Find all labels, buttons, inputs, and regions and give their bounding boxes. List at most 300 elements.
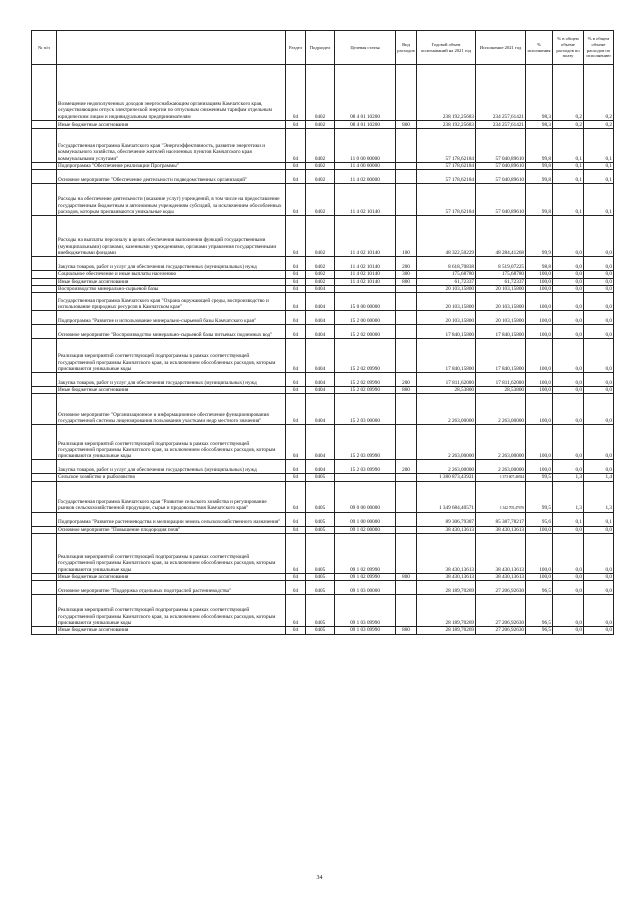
- cell-share-execution: 0,0: [584, 425, 614, 460]
- cell-name: Реализация мероприятий соответствующей подпрограммы в рамках соответствующей государственной программы Камчатского края, за исключением обособленных расходов, которым присваиваются уникальные коды: [57, 534, 286, 574]
- cell-share-plan: 0,0: [553, 216, 584, 257]
- cell-share-plan: 0,2: [553, 121, 584, 129]
- cell-execution: 61,72337: [476, 278, 526, 285]
- cell-expense-type: [396, 481, 417, 512]
- cell-section: 04: [286, 526, 306, 533]
- table-row: [32, 216, 614, 257]
- cell-number: [32, 325, 57, 339]
- cell-target-article: 09 0 00 00000: [335, 481, 396, 512]
- cell-annual-allocation: 1 380 873,43921: [417, 474, 476, 481]
- table-row: [32, 627, 614, 634]
- cell-subsection: 0402: [306, 278, 335, 285]
- table-row: [32, 65, 614, 121]
- header-annual-allocation: Годовой объем ассигнований на 2021 год: [417, 31, 476, 65]
- cell-execution-percent: 100,0: [526, 325, 553, 339]
- cell-share-execution: 0,0: [584, 285, 614, 292]
- cell-annual-allocation: 17 840,15800: [417, 325, 476, 339]
- cell-share-execution: 0,0: [584, 581, 614, 595]
- cell-share-execution: 0,1: [584, 184, 614, 216]
- cell-annual-allocation: 2 263,00000: [417, 460, 476, 474]
- cell-section: 04: [286, 481, 306, 512]
- table-header-row: [32, 31, 614, 65]
- cell-annual-allocation: 57 178,62184: [417, 129, 476, 163]
- cell-number: [32, 184, 57, 216]
- table-row: [32, 534, 614, 574]
- cell-number: [32, 425, 57, 460]
- cell-number: [32, 387, 57, 394]
- cell-execution: 17 840,15800: [476, 339, 526, 373]
- cell-execution-percent: 100,0: [526, 339, 553, 373]
- cell-share-plan: 1,3: [553, 481, 584, 512]
- cell-subsection: 0404: [306, 285, 335, 292]
- cell-name: Основное мероприятие "Поддержка отдельных подотраслей растениеводства": [57, 581, 286, 595]
- cell-execution: 57 040,89610: [476, 170, 526, 184]
- cell-number: [32, 373, 57, 387]
- cell-name: Иные бюджетные ассигнования: [57, 121, 286, 129]
- cell-subsection: 0402: [306, 170, 335, 184]
- cell-number: [32, 293, 57, 311]
- cell-number: [32, 574, 57, 581]
- cell-expense-type: [396, 595, 417, 627]
- cell-share-plan: 0,0: [553, 271, 584, 278]
- cell-expense-type: [396, 425, 417, 460]
- cell-expense-type: 800: [396, 278, 417, 285]
- cell-expense-type: [396, 184, 417, 216]
- cell-share-execution: 0,0: [584, 460, 614, 474]
- cell-subsection: 0404: [306, 425, 335, 460]
- cell-section: 04: [286, 170, 306, 184]
- cell-execution: 27 206,92630: [476, 581, 526, 595]
- cell-target-article: 15 2 02 09990: [335, 387, 396, 394]
- cell-annual-allocation: 238 192,25683: [417, 121, 476, 129]
- cell-target-article: 15 2 03 09990: [335, 460, 396, 474]
- cell-name: Иные бюджетные ассигнования: [57, 627, 286, 634]
- cell-subsection: 0405: [306, 474, 335, 481]
- cell-share-execution: 0,0: [584, 595, 614, 627]
- cell-name: Закупка товаров, работ и услуг для обеспечения государственных (муниципальных) нужд: [57, 373, 286, 387]
- cell-share-plan: 0,0: [553, 394, 584, 425]
- cell-name: Реализация мероприятий соответствующей подпрограммы в рамках соответствующей государственной программы Камчатского края, за исключением обособленных расходов, которым присваиваются уникальные коды: [57, 595, 286, 627]
- cell-annual-allocation: 238 192,25683: [417, 65, 476, 121]
- cell-execution: 27 206,92630: [476, 627, 526, 634]
- header-target-article: Целевая статья: [335, 31, 396, 65]
- table-row: [32, 481, 614, 512]
- cell-number: [32, 627, 57, 634]
- cell-name: Иные бюджетные ассигнования: [57, 387, 286, 394]
- cell-target-article: 11 0 00 00000: [335, 129, 396, 163]
- cell-share-plan: 0,0: [553, 595, 584, 627]
- cell-share-plan: 0,0: [553, 285, 584, 292]
- cell-expense-type: [396, 65, 417, 121]
- cell-subsection: 0405: [306, 481, 335, 512]
- header-expense-type: Вид расходов: [396, 31, 417, 65]
- cell-section: 04: [286, 339, 306, 373]
- cell-share-execution: 0,2: [584, 121, 614, 129]
- cell-execution: 1 342 705,47676: [476, 481, 526, 512]
- cell-execution: 57 040,89610: [476, 163, 526, 170]
- cell-expense-type: [396, 474, 417, 481]
- cell-execution: 175,68780: [476, 271, 526, 278]
- cell-annual-allocation: 2 263,00000: [417, 394, 476, 425]
- cell-execution-percent: 98,3: [526, 65, 553, 121]
- cell-execution-percent: 99,9: [526, 216, 553, 257]
- cell-share-execution: 0,0: [584, 373, 614, 387]
- cell-name: Расходы на выплаты персоналу в целях обеспечения выполнения функций государственными (муниципальными) органами, казенными учреждениями, органами управления государственными внебюджетными фондами: [57, 216, 286, 257]
- cell-target-article: 11 4 02 00000: [335, 170, 396, 184]
- table-row: [32, 257, 614, 271]
- cell-name: Подпрограмма "Развитие и использование минерально-сырьевой базы Камчатского края": [57, 311, 286, 325]
- cell-name: Государственная программа Камчатского края "Развитие сельского хозяйства и регулирование рынков сельскохозяйственной продукции, сырья и продовольствия Камчатского края": [57, 481, 286, 512]
- cell-share-plan: 0,0: [553, 325, 584, 339]
- cell-number: [32, 285, 57, 292]
- cell-share-plan: 0,1: [553, 512, 584, 526]
- table-row: [32, 512, 614, 526]
- cell-name: Иные бюджетные ассигнования: [57, 574, 286, 581]
- cell-target-article: 09 1 00 00000: [335, 512, 396, 526]
- table-body: [32, 65, 614, 635]
- cell-share-execution: 0,0: [584, 339, 614, 373]
- cell-number: [32, 129, 57, 163]
- cell-annual-allocation: 57 178,62184: [417, 170, 476, 184]
- cell-execution-percent: 100,0: [526, 534, 553, 574]
- cell-annual-allocation: 28 189,70269: [417, 595, 476, 627]
- cell-annual-allocation: 38 430,13613: [417, 526, 476, 533]
- cell-expense-type: [396, 394, 417, 425]
- cell-subsection: 0402: [306, 257, 335, 271]
- cell-name: Закупка товаров, работ и услуг для обеспечения государственных (муниципальных) нужд: [57, 257, 286, 271]
- cell-share-execution: 0,0: [584, 394, 614, 425]
- cell-section: 04: [286, 574, 306, 581]
- cell-share-plan: 0,1: [553, 170, 584, 184]
- cell-name: Возмещение недополученных доходов энергоснабжающим организациям Камчатского края, осуществляющим отпуск электрической энергии по отпускным сниженным тарифам отдельным юридическим лицам и индивидуальным предпринимателям: [57, 65, 286, 121]
- cell-subsection: 0404: [306, 394, 335, 425]
- cell-annual-allocation: 38 430,13613: [417, 574, 476, 581]
- cell-subsection: 0404: [306, 387, 335, 394]
- cell-section: 04: [286, 460, 306, 474]
- cell-annual-allocation: 20 103,15800: [417, 285, 476, 292]
- cell-subsection: 0402: [306, 271, 335, 278]
- cell-execution-percent: 100,0: [526, 373, 553, 387]
- cell-execution-percent: 96,5: [526, 627, 553, 634]
- cell-section: 04: [286, 216, 306, 257]
- cell-execution-percent: 100,0: [526, 526, 553, 533]
- cell-execution: 38 430,13613: [476, 574, 526, 581]
- table-row: [32, 339, 614, 373]
- cell-section: 04: [286, 184, 306, 216]
- cell-number: [32, 512, 57, 526]
- cell-section: 04: [286, 394, 306, 425]
- cell-execution-percent: 98,3: [526, 121, 553, 129]
- cell-annual-allocation: 57 178,62184: [417, 163, 476, 170]
- cell-target-article: 15 2 03 00000: [335, 394, 396, 425]
- cell-target-article: 15 0 00 00000: [335, 293, 396, 311]
- cell-execution: 2 263,00000: [476, 425, 526, 460]
- cell-name: Государственная программа Камчатского края "Охрана окружающей среды, воспроизводство и использование природных ресурсов в Камчатском крае": [57, 293, 286, 311]
- cell-number: [32, 526, 57, 533]
- cell-section: 04: [286, 285, 306, 292]
- cell-execution-percent: 100,0: [526, 387, 553, 394]
- cell-execution: 85 387,78217: [476, 512, 526, 526]
- cell-subsection: 0402: [306, 163, 335, 170]
- cell-name: Социальное обеспечение и иные выплаты населению: [57, 271, 286, 278]
- cell-annual-allocation: 28 189,70269: [417, 581, 476, 595]
- cell-share-execution: 0,1: [584, 129, 614, 163]
- cell-name: Основное мероприятие "Обеспечение деятельности подведомственных организаций": [57, 170, 286, 184]
- table-row: [32, 581, 614, 595]
- cell-subsection: 0402: [306, 121, 335, 129]
- table-row: [32, 129, 614, 163]
- cell-subsection: 0405: [306, 574, 335, 581]
- cell-subsection: 0405: [306, 627, 335, 634]
- cell-number: [32, 257, 57, 271]
- cell-expense-type: [396, 311, 417, 325]
- cell-subsection: 0405: [306, 534, 335, 574]
- cell-share-plan: 0,0: [553, 311, 584, 325]
- cell-share-execution: 0,0: [584, 574, 614, 581]
- cell-name: Реализация мероприятий соответствующей подпрограммы в рамках соответствующей государственной программы Камчатского края, за исключением обособленных расходов, которым присваиваются уникальные коды: [57, 339, 286, 373]
- cell-target-article: 15 2 02 09990: [335, 373, 396, 387]
- cell-share-execution: 0,0: [584, 534, 614, 574]
- cell-section: 04: [286, 163, 306, 170]
- cell-share-execution: 1,3: [584, 481, 614, 512]
- cell-annual-allocation: 38 430,13613: [417, 534, 476, 574]
- cell-number: [32, 65, 57, 121]
- cell-execution-percent: 100,0: [526, 285, 553, 292]
- cell-expense-type: 200: [396, 257, 417, 271]
- cell-subsection: 0404: [306, 293, 335, 311]
- cell-section: 04: [286, 129, 306, 163]
- cell-share-plan: 0,2: [553, 65, 584, 121]
- cell-target-article: 11 4 02 10140: [335, 257, 396, 271]
- table-row: [32, 425, 614, 460]
- cell-number: [32, 311, 57, 325]
- cell-target-article: 08 4 01 10200: [335, 121, 396, 129]
- cell-target-article: 15 2 02 09990: [335, 339, 396, 373]
- cell-share-plan: 0,1: [553, 129, 584, 163]
- cell-subsection: 0402: [306, 129, 335, 163]
- cell-expense-type: 200: [396, 460, 417, 474]
- cell-subsection: 0405: [306, 526, 335, 533]
- cell-share-plan: 0,0: [553, 387, 584, 394]
- cell-number: [32, 534, 57, 574]
- cell-target-article: 11 4 00 00000: [335, 163, 396, 170]
- cell-section: 04: [286, 627, 306, 634]
- table-row: [32, 595, 614, 627]
- cell-number: [32, 595, 57, 627]
- header-section: Раздел: [286, 31, 306, 65]
- table-row: [32, 474, 614, 481]
- table-row: [32, 387, 614, 394]
- cell-share-plan: 0,0: [553, 257, 584, 271]
- cell-execution: 17 840,15800: [476, 325, 526, 339]
- cell-expense-type: [396, 170, 417, 184]
- cell-execution: 27 206,92630: [476, 595, 526, 627]
- cell-expense-type: 200: [396, 373, 417, 387]
- cell-execution: 20 103,15800: [476, 293, 526, 311]
- cell-subsection: 0404: [306, 373, 335, 387]
- cell-share-plan: 0,0: [553, 534, 584, 574]
- cell-share-plan: 0,0: [553, 425, 584, 460]
- table-row: [32, 526, 614, 533]
- cell-section: 04: [286, 581, 306, 595]
- cell-name: Воспроизводство минерально-сырьевой базы: [57, 285, 286, 292]
- header-subsection: Подраздел: [306, 31, 335, 65]
- cell-target-article: [335, 474, 396, 481]
- cell-number: [32, 581, 57, 595]
- cell-annual-allocation: 28,53800: [417, 387, 476, 394]
- cell-number: [32, 216, 57, 257]
- cell-annual-allocation: 20 103,15800: [417, 311, 476, 325]
- cell-execution: 57 040,89610: [476, 184, 526, 216]
- cell-number: [32, 170, 57, 184]
- cell-number: [32, 121, 57, 129]
- table-row: [32, 574, 614, 581]
- cell-name: Иные бюджетные ассигнования: [57, 278, 286, 285]
- cell-share-execution: 1,4: [584, 474, 614, 481]
- table-row: [32, 311, 614, 325]
- cell-number: [32, 474, 57, 481]
- cell-section: 04: [286, 293, 306, 311]
- cell-execution: 20 103,15800: [476, 285, 526, 292]
- cell-number: [32, 394, 57, 425]
- table-row: [32, 285, 614, 292]
- cell-execution: 234 257,61421: [476, 121, 526, 129]
- cell-target-article: [335, 285, 396, 292]
- cell-annual-allocation: 28 189,70269: [417, 627, 476, 634]
- cell-number: [32, 271, 57, 278]
- cell-name: Подпрограмма "Обеспечение реализации Программы": [57, 163, 286, 170]
- cell-share-plan: 0,0: [553, 581, 584, 595]
- cell-annual-allocation: 17 840,15800: [417, 339, 476, 373]
- cell-name: Сельское хозяйство и рыболовство: [57, 474, 286, 481]
- cell-expense-type: 800: [396, 387, 417, 394]
- header-name: [57, 31, 286, 65]
- cell-expense-type: 300: [396, 271, 417, 278]
- cell-target-article: 09 1 03 00000: [335, 581, 396, 595]
- cell-expense-type: [396, 285, 417, 292]
- cell-subsection: 0404: [306, 339, 335, 373]
- cell-share-plan: 0,0: [553, 293, 584, 311]
- cell-share-execution: 0,0: [584, 278, 614, 285]
- cell-share-plan: 0,0: [553, 574, 584, 581]
- cell-section: 04: [286, 121, 306, 129]
- cell-name: Государственная программа Камчатского края "Энергоэффективность, развитие энергетики и коммунального хозяйства, обеспечение жителей населенных пунктов Камчатского края коммунальными услугами": [57, 129, 286, 163]
- cell-target-article: 11 4 02 10140: [335, 278, 396, 285]
- cell-annual-allocation: 17 811,62000: [417, 373, 476, 387]
- cell-section: 04: [286, 387, 306, 394]
- cell-execution-percent: 99,8: [526, 170, 553, 184]
- cell-name: Реализация мероприятий соответствующей подпрограммы в рамках соответствующей государственной программы Камчатского края, за исключением обособленных расходов, которым присваиваются уникальные коды: [57, 425, 286, 460]
- cell-execution-percent: 99,5: [526, 481, 553, 512]
- cell-expense-type: [396, 325, 417, 339]
- cell-expense-type: 800: [396, 574, 417, 581]
- cell-subsection: 0404: [306, 325, 335, 339]
- header-execution-percent: % исполнения: [526, 31, 553, 65]
- cell-execution: 57 040,89610: [476, 129, 526, 163]
- table-row: [32, 278, 614, 285]
- cell-execution: 8 519,07225: [476, 257, 526, 271]
- cell-annual-allocation: 175,68780: [417, 271, 476, 278]
- table-row: [32, 460, 614, 474]
- cell-section: 04: [286, 474, 306, 481]
- cell-share-execution: 0,0: [584, 325, 614, 339]
- cell-section: 04: [286, 278, 306, 285]
- cell-subsection: 0402: [306, 184, 335, 216]
- table-row: [32, 170, 614, 184]
- cell-section: 04: [286, 311, 306, 325]
- cell-annual-allocation: 20 103,15800: [417, 293, 476, 311]
- cell-execution: 2 263,00000: [476, 460, 526, 474]
- cell-share-execution: 0,0: [584, 627, 614, 634]
- table-row: [32, 163, 614, 170]
- cell-execution-percent: 98,8: [526, 257, 553, 271]
- cell-number: [32, 481, 57, 512]
- cell-subsection: 0405: [306, 581, 335, 595]
- cell-execution-percent: 100,0: [526, 425, 553, 460]
- table-row: [32, 121, 614, 129]
- cell-name: Расходы на обеспечение деятельности (оказание услуг) учреждений, в том числе на предоставление государственным бюджетным и автономным учреждениям субсидий, за исключением обособленных расходов, которым присваиваются уникальные коды: [57, 184, 286, 216]
- cell-execution-percent: 99,5: [526, 474, 553, 481]
- cell-name: Основное мероприятие "Воспроизводство минерально-сырьевой базы питьевых подземных вод": [57, 325, 286, 339]
- cell-execution: 2 263,00000: [476, 394, 526, 425]
- cell-execution: 17 811,62000: [476, 373, 526, 387]
- cell-expense-type: [396, 293, 417, 311]
- cell-name: Закупка товаров, работ и услуг для обеспечения государственных (муниципальных) нужд: [57, 460, 286, 474]
- cell-expense-type: [396, 163, 417, 170]
- cell-annual-allocation: 57 178,62184: [417, 184, 476, 216]
- cell-share-execution: 0,0: [584, 526, 614, 533]
- cell-target-article: 09 1 03 09990: [335, 627, 396, 634]
- cell-expense-type: [396, 339, 417, 373]
- cell-annual-allocation: 1 349 684,40571: [417, 481, 476, 512]
- cell-share-plan: 0,0: [553, 460, 584, 474]
- cell-expense-type: [396, 526, 417, 533]
- cell-execution-percent: 100,0: [526, 311, 553, 325]
- cell-execution-percent: 100,0: [526, 394, 553, 425]
- cell-execution: 234 257,61421: [476, 65, 526, 121]
- cell-expense-type: 800: [396, 627, 417, 634]
- cell-share-plan: 1,3: [553, 474, 584, 481]
- cell-annual-allocation: 89 306,79387: [417, 512, 476, 526]
- cell-share-execution: 0,0: [584, 271, 614, 278]
- cell-share-execution: 0,0: [584, 387, 614, 394]
- budget-table: [31, 30, 614, 635]
- header-number: № п/п: [32, 31, 57, 65]
- cell-section: 04: [286, 534, 306, 574]
- cell-section: 04: [286, 257, 306, 271]
- header-share-execution: % в общем объеме расходов по исполнению: [584, 31, 614, 65]
- cell-execution-percent: 99,8: [526, 129, 553, 163]
- cell-execution-percent: 100,0: [526, 574, 553, 581]
- cell-name: Основное мероприятие "Повышение плодородия почв": [57, 526, 286, 533]
- cell-execution: 28,53800: [476, 387, 526, 394]
- cell-target-article: 11 4 02 10140: [335, 271, 396, 278]
- cell-share-plan: 0,0: [553, 278, 584, 285]
- cell-execution: 38 430,13613: [476, 526, 526, 533]
- header-execution: Исполнение 2021 год: [476, 31, 526, 65]
- cell-execution-percent: 100,0: [526, 460, 553, 474]
- cell-subsection: 0405: [306, 512, 335, 526]
- cell-name: Основное мероприятие "Организационное и информационное обеспечение функционирования государственной системы лицензирования пользования участками недр местного значения": [57, 394, 286, 425]
- cell-execution: 20 103,15800: [476, 311, 526, 325]
- cell-section: 04: [286, 425, 306, 460]
- cell-section: 04: [286, 373, 306, 387]
- cell-execution-percent: 95,6: [526, 512, 553, 526]
- cell-share-plan: 0,0: [553, 526, 584, 533]
- cell-number: [32, 278, 57, 285]
- cell-annual-allocation: 8 618,70838: [417, 257, 476, 271]
- cell-target-article: 08 4 01 10200: [335, 65, 396, 121]
